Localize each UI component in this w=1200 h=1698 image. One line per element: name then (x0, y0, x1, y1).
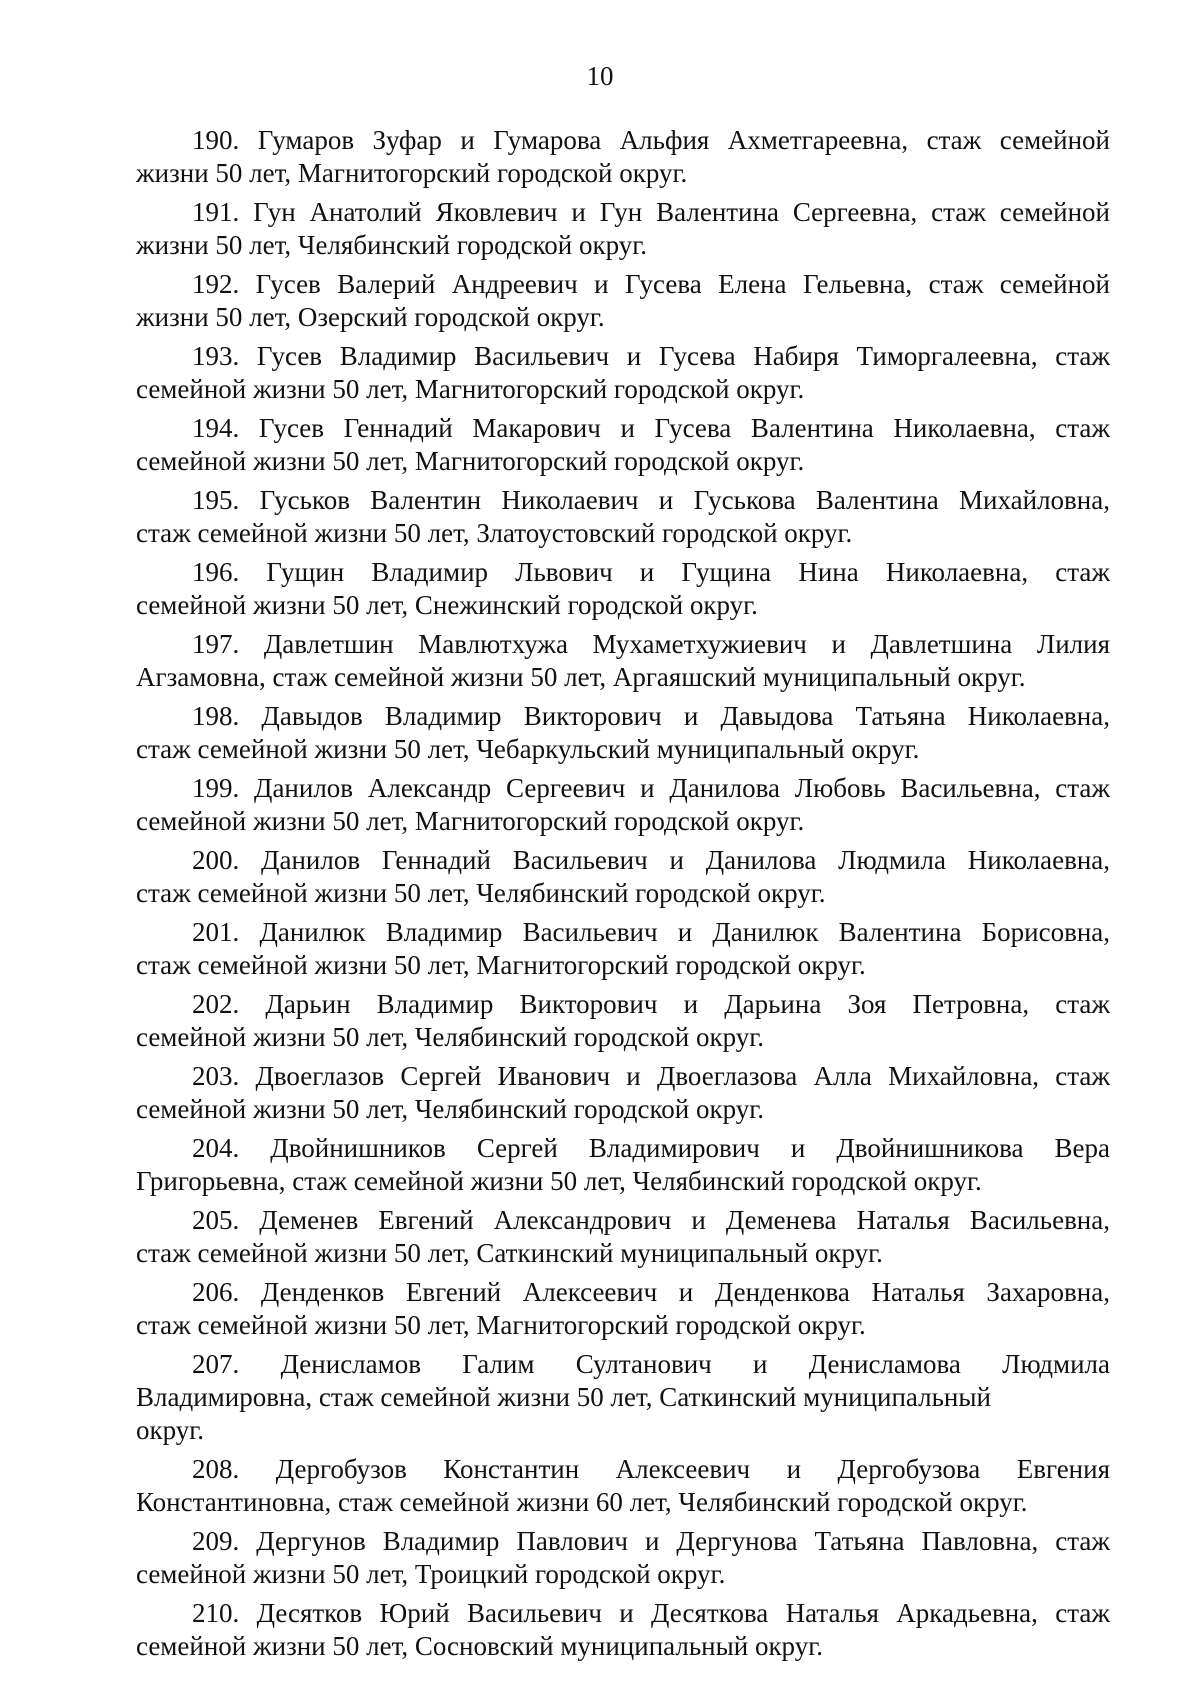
list-item-continuation-line: жизни 50 лет, Челябинский городской округ. (136, 230, 648, 260)
list-item (136, 916, 1110, 982)
list-item-continuation-line: семейной жизни 50 лет, Челябинский городской округ. (136, 1022, 765, 1052)
list-item-first-line: 207. Денисламов Галим Султанович и Денисламова Людмила (192, 1349, 1110, 1379)
list-item-first-line: 208. Дергобузов Константин Алексеевич и Дергобузова Евгения (192, 1454, 1110, 1484)
list-item-continuation-line: стаж семейной жизни 50 лет, Челябинский городской округ. (136, 878, 826, 908)
list-item (136, 1597, 1110, 1663)
list-item (136, 124, 1110, 190)
list-item (136, 1453, 1110, 1519)
list-item-continuation-line: Владимировна, стаж семейной жизни 50 лет, Саткинский муниципальный (136, 1382, 991, 1412)
award-list (136, 124, 1110, 1669)
list-item-continuation-line: семейной жизни 50 лет, Магнитогорский городской округ. (136, 806, 805, 836)
list-item (136, 556, 1110, 622)
list-item-continuation-line: семейной жизни 50 лет, Сосновский муниципальный округ. (136, 1631, 823, 1661)
list-item-continuation-line: семейной жизни 50 лет, Челябинский городской округ. (136, 1094, 765, 1124)
list-item-first-line: 192. Гусев Валерий Андреевич и Гусева Елена Гельевна, стаж семейной (192, 269, 1110, 299)
list-item-first-line: 199. Данилов Александр Сергеевич и Данилова Любовь Васильевна, стаж (192, 773, 1110, 803)
list-item-continuation-line: семейной жизни 50 лет, Магнитогорский городской округ. (136, 374, 805, 404)
list-item (136, 1060, 1110, 1126)
list-item-continuation-line: жизни 50 лет, Магнитогорский городской округ. (136, 158, 688, 188)
list-item-continuation-line: стаж семейной жизни 50 лет, Магнитогорский городской округ. (136, 950, 866, 980)
list-item-first-line: 198. Давыдов Владимир Викторович и Давыдова Татьяна Николаевна, (192, 701, 1110, 731)
list-item (136, 412, 1110, 478)
list-item-continuation-line: стаж семейной жизни 50 лет, Саткинский муниципальный округ. (136, 1238, 883, 1268)
list-item-first-line: 202. Дарьин Владимир Викторович и Дарьина Зоя Петровна, стаж (192, 989, 1110, 1019)
list-item (136, 1525, 1110, 1591)
list-item-continuation-line: стаж семейной жизни 50 лет, Магнитогорский городской округ. (136, 1310, 866, 1340)
list-item-first-line: 197. Давлетшин Мавлютхужа Мухаметхужиевич и Давлетшина Лилия (192, 629, 1110, 659)
list-item-first-line: 193. Гусев Владимир Васильевич и Гусева Набиря Тиморгалеевна, стаж (192, 341, 1110, 371)
list-item-first-line: 190. Гумаров Зуфар и Гумарова Альфия Ахметгареевна, стаж семейной (192, 125, 1110, 155)
list-item-first-line: 206. Денденков Евгений Алексеевич и Денденкова Наталья Захаровна, (192, 1277, 1110, 1307)
list-item-continuation-line: жизни 50 лет, Озерский городской округ. (136, 302, 605, 332)
list-item (136, 196, 1110, 262)
list-item-continuation-line: семейной жизни 50 лет, Троицкий городской округ. (136, 1559, 726, 1589)
list-item-continuation-line: семейной жизни 50 лет, Снежинский городской округ. (136, 590, 758, 620)
list-item-continuation-line: семейной жизни 50 лет, Магнитогорский городской округ. (136, 446, 805, 476)
list-item-first-line: 191. Гун Анатолий Яковлевич и Гун Валентина Сергеевна, стаж семейной (192, 197, 1110, 227)
list-item-continuation-line: округ. (136, 1415, 205, 1445)
list-item-first-line: 195. Гуськов Валентин Николаевич и Гуськова Валентина Михайловна, (192, 485, 1110, 515)
list-item (136, 340, 1110, 406)
list-item-continuation-line: Агзамовна, стаж семейной жизни 50 лет, Аргаяшский муниципальный округ. (136, 662, 1026, 692)
list-item (136, 1276, 1110, 1342)
list-item-first-line: 200. Данилов Геннадий Васильевич и Данилова Людмила Николаевна, (192, 845, 1110, 875)
page-number: 10 (586, 61, 614, 91)
list-item-first-line: 209. Дергунов Владимир Павлович и Дергунова Татьяна Павловна, стаж (192, 1526, 1110, 1556)
list-item-first-line: 203. Двоеглазов Сергей Иванович и Двоеглазова Алла Михайловна, стаж (192, 1061, 1110, 1091)
list-item (136, 772, 1110, 838)
list-item-continuation-line: стаж семейной жизни 50 лет, Златоустовский городской округ. (136, 518, 853, 548)
list-item-first-line: 194. Гусев Геннадий Макарович и Гусева Валентина Николаевна, стаж (192, 413, 1110, 443)
list-item (136, 988, 1110, 1054)
list-item-first-line: 196. Гущин Владимир Львович и Гущина Нина Николаевна, стаж (192, 557, 1110, 587)
list-item-first-line: 205. Деменев Евгений Александрович и Деменева Наталья Васильевна, (192, 1205, 1110, 1235)
list-item (136, 1204, 1110, 1270)
list-item-first-line: 201. Данилюк Владимир Васильевич и Данилюк Валентина Борисовна, (192, 917, 1110, 947)
list-item-continuation-line: Григорьевна, стаж семейной жизни 50 лет, Челябинский городской округ. (136, 1166, 982, 1196)
list-item (136, 1132, 1110, 1198)
list-item (136, 700, 1110, 766)
list-item-continuation-line: стаж семейной жизни 50 лет, Чебаркульский муниципальный округ. (136, 734, 920, 764)
list-item-first-line: 210. Десятков Юрий Васильевич и Десяткова Наталья Аркадьевна, стаж (192, 1598, 1110, 1628)
list-item-continuation-line: Константиновна, стаж семейной жизни 60 лет, Челябинский городской округ. (136, 1487, 1028, 1517)
list-item (136, 484, 1110, 550)
list-item-first-line: 204. Двойнишников Сергей Владимирович и Двойнишникова Вера (192, 1133, 1110, 1163)
list-item (136, 1348, 1110, 1447)
list-item (136, 268, 1110, 334)
list-item (136, 628, 1110, 694)
list-item (136, 844, 1110, 910)
